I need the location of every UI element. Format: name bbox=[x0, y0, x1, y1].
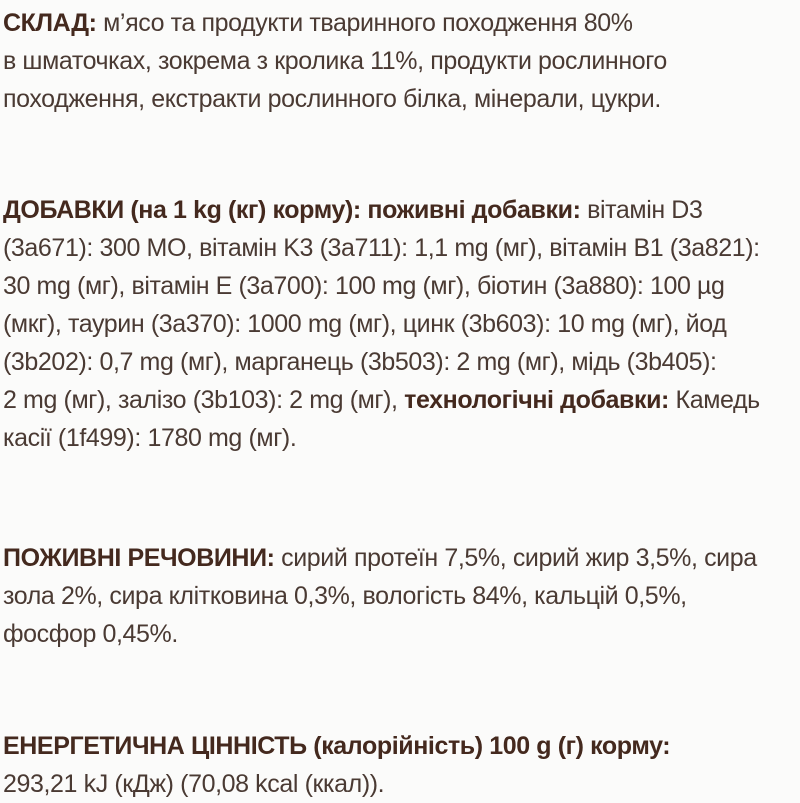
text-line bbox=[3, 381, 800, 419]
text-segment: (3а671): 300 МО, вітамін K3 (3а711): 1,1 mg (мг), вітамін B1 (3а821): bbox=[3, 234, 760, 262]
text-line bbox=[3, 419, 800, 457]
text-segment: фосфор 0,45%. bbox=[3, 620, 178, 648]
section-energy bbox=[3, 727, 800, 803]
text-segment: в шматочках, зокрема з кролика 11%, продукти рослинного bbox=[3, 47, 667, 75]
text-segment: касії (1f499): 1780 mg (мг). bbox=[3, 424, 297, 452]
text-line bbox=[3, 539, 800, 577]
text-line bbox=[3, 191, 800, 229]
text-segment: (3b202): 0,7 mg (мг), марганець (3b503): 2 mg (мг), мідь (3b405): bbox=[3, 348, 717, 376]
text-segment: вітамін D3 bbox=[580, 196, 703, 224]
additives-heading: ДОБАВКИ (на 1 kg (кг) корму): поживні добавки: bbox=[3, 196, 581, 224]
section-additives bbox=[3, 191, 800, 457]
text-line bbox=[3, 42, 800, 80]
section-nutrients bbox=[3, 539, 800, 653]
text-segment: походження, екстракти рослинного білка, мінерали, цукри. bbox=[3, 85, 661, 113]
nutrients-heading: ПОЖИВНІ РЕЧОВИНИ: bbox=[3, 544, 275, 572]
technological-additives-heading: технологічні добавки: bbox=[404, 386, 669, 414]
text-segment: 30 mg (мг), вітамін E (3а700): 100 mg (мг), біотин (3а880): 100 µg bbox=[3, 272, 725, 300]
text-line bbox=[3, 229, 800, 267]
composition-heading: СКЛАД: bbox=[3, 9, 97, 37]
text-segment: зола 2%, сира клітковина 0,3%, вологість 84%, кальцій 0,5%, bbox=[3, 582, 687, 610]
text-line bbox=[3, 4, 800, 42]
text-line bbox=[3, 80, 800, 118]
text-line bbox=[3, 577, 800, 615]
text-line bbox=[3, 267, 800, 305]
text-line bbox=[3, 727, 800, 765]
text-line bbox=[3, 305, 800, 343]
text-segment: Камедь bbox=[668, 386, 760, 414]
text-segment: м’ясо та продукти тваринного походження 80% bbox=[96, 9, 633, 37]
text-segment: (мкг), таурин (3а370): 1000 mg (мг), цинк (3b603): 10 mg (мг), йод bbox=[3, 310, 727, 338]
text-line bbox=[3, 343, 800, 381]
text-line bbox=[3, 615, 800, 653]
text-segment: 2 mg (мг), залізо (3b103): 2 mg (мг), bbox=[3, 386, 405, 414]
text-segment: сирий протеїн 7,5%, сирий жир 3,5%, сира bbox=[274, 544, 757, 572]
energy-heading: ЕНЕРГЕТИЧНА ЦІННІСТЬ (калорійність) 100 g (г) корму: bbox=[3, 732, 671, 760]
section-composition bbox=[3, 4, 800, 118]
text-line bbox=[3, 765, 800, 803]
text-segment: 293,21 kJ (кДж) (70,08 kcal (ккал)). bbox=[3, 770, 385, 798]
